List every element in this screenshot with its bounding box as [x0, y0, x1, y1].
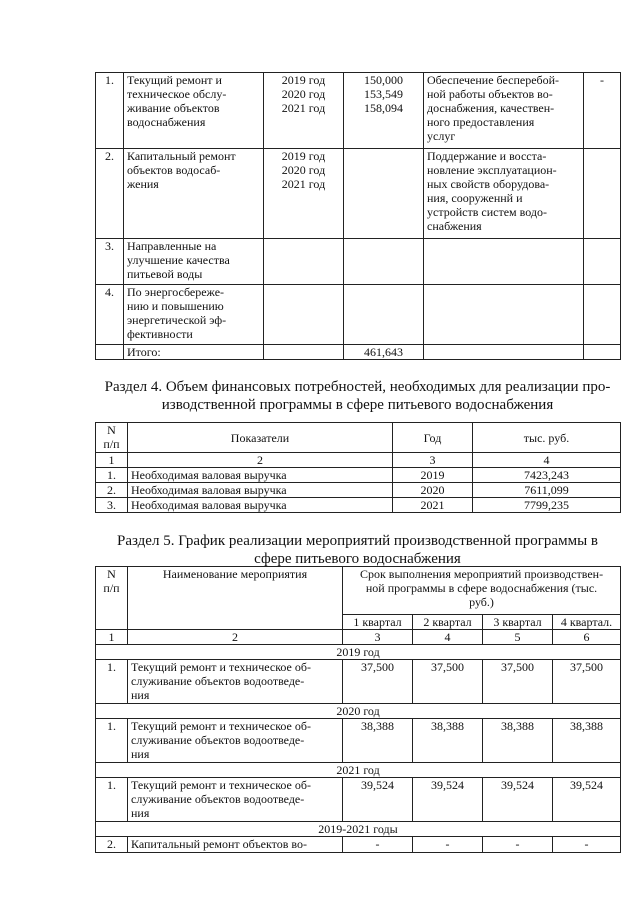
section-5-heading: Раздел 5. График реализации мероприятий производственной программы в сфере питьевого водоснабжения — [117, 533, 598, 567]
table-header-row — [96, 423, 621, 453]
year-group-label: 2020 год — [96, 704, 621, 719]
activity-purpose: Обеспечение бесперебой- ной работы объектов во- доснабжения, качествен- ного предоставления услуг — [424, 73, 584, 149]
index-cell: 4 — [413, 630, 483, 645]
index-cell: 2 — [128, 453, 393, 468]
row-number: 3. — [96, 498, 128, 513]
col-header-num: N п/п — [96, 423, 128, 453]
row-number: 1. — [96, 778, 128, 822]
col-header-name: Наименование мероприятия — [128, 567, 343, 630]
q2-value: 37,500 — [413, 660, 483, 704]
table-row — [96, 285, 621, 345]
activity-values — [344, 285, 424, 345]
table-row — [96, 837, 621, 853]
index-row — [96, 630, 621, 645]
activity-name: Текущий ремонт и техническое об- служивание объектов водоотведе- ния — [128, 719, 343, 763]
q3-value: 39,524 — [483, 778, 553, 822]
row-number: 3. — [96, 239, 124, 285]
q3-value: - — [483, 837, 553, 853]
table-row — [96, 719, 621, 763]
activity-extra — [584, 149, 621, 239]
col-header-period: Срок выполнения мероприятий производствен- ной программы в сфере водоснабжения (тыс. руб.) — [343, 567, 621, 615]
table-row — [96, 149, 621, 239]
col-header-num: N п/п — [96, 567, 128, 630]
amount-cell: 7799,235 — [473, 498, 621, 513]
activity-name: По энергосбереже- нию и повышению энергетической эф- фективности — [124, 285, 264, 345]
table-row — [96, 239, 621, 285]
total-label: Итого: — [124, 345, 264, 360]
year-cell: 2021 — [393, 498, 473, 513]
row-number: 2. — [96, 837, 128, 853]
q4-value: 38,388 — [553, 719, 621, 763]
activity-years — [264, 285, 344, 345]
index-cell: 3 — [393, 453, 473, 468]
year-cell: 2019 — [393, 468, 473, 483]
index-cell: 2 — [128, 630, 343, 645]
q3-value: 37,500 — [483, 660, 553, 704]
index-row — [96, 453, 621, 468]
index-cell: 5 — [483, 630, 553, 645]
activity-name: Текущий ремонт и техническое об- служивание объектов водоотведе- ния — [128, 778, 343, 822]
indicator-cell: Необходимая валовая выручка — [128, 498, 393, 513]
schedule-table — [95, 566, 621, 853]
index-cell: 1 — [96, 630, 128, 645]
activity-purpose — [424, 285, 584, 345]
year-cell: 2020 — [393, 483, 473, 498]
row-number: 4. — [96, 285, 124, 345]
q1-value: 38,388 — [343, 719, 413, 763]
activity-purpose — [424, 239, 584, 285]
q1-value: - — [343, 837, 413, 853]
total-row — [96, 345, 621, 360]
row-number: 2. — [96, 483, 128, 498]
activity-values — [344, 239, 424, 285]
activity-years: 2019 год 2020 год 2021 год — [264, 149, 344, 239]
q2-value: 38,388 — [413, 719, 483, 763]
indicator-cell: Необходимая валовая выручка — [128, 483, 393, 498]
activity-extra — [584, 285, 621, 345]
year-group-row — [96, 822, 621, 837]
table-row — [96, 498, 621, 513]
year-group-row — [96, 645, 621, 660]
activity-values — [344, 149, 424, 239]
col-header-year: Год — [393, 423, 473, 453]
row-number: 1. — [96, 73, 124, 149]
col-header-q4: 4 квартал. — [553, 615, 621, 630]
activity-name: Текущий ремонт и техническое об- служивание объектов водоотведе- ния — [128, 660, 343, 704]
activity-name: Текущий ремонт и техническое обслу- живание объектов водоснабжения — [124, 73, 264, 149]
q2-value: 39,524 — [413, 778, 483, 822]
table-row — [96, 483, 621, 498]
activity-extra — [584, 239, 621, 285]
activity-extra: - — [584, 73, 621, 149]
section-4-heading: Раздел 4. Объем финансовых потребностей, необходимых для реализации про- изводственной программы в сфере питьевого водоснабжения — [104, 379, 611, 413]
year-group-row — [96, 763, 621, 778]
col-header-q1: 1 квартал — [343, 615, 413, 630]
q1-value: 37,500 — [343, 660, 413, 704]
indicator-cell: Необходимая валовая выручка — [128, 468, 393, 483]
q4-value: - — [553, 837, 621, 853]
table-row — [96, 73, 621, 149]
activity-name: Капитальный ремонт объектов водосаб- жения — [124, 149, 264, 239]
index-cell: 6 — [553, 630, 621, 645]
table-header-row — [96, 567, 621, 615]
table-row — [96, 660, 621, 704]
activity-name: Капитальный ремонт объектов во- — [128, 837, 343, 853]
amount-cell: 7611,099 — [473, 483, 621, 498]
table-row — [96, 778, 621, 822]
activity-name: Направленные на улучшение качества питьевой воды — [124, 239, 264, 285]
activity-years: 2019 год 2020 год 2021 год — [264, 73, 344, 149]
row-number: 1. — [96, 468, 128, 483]
q4-value: 39,524 — [553, 778, 621, 822]
index-cell: 1 — [96, 453, 128, 468]
table-row — [96, 468, 621, 483]
index-cell: 3 — [343, 630, 413, 645]
row-number: 1. — [96, 719, 128, 763]
amount-cell: 7423,243 — [473, 468, 621, 483]
row-number: 2. — [96, 149, 124, 239]
activities-table — [95, 72, 621, 360]
total-value: 461,643 — [344, 345, 424, 360]
activity-values: 150,000 153,549 158,094 — [344, 73, 424, 149]
col-header-q3: 3 квартал — [483, 615, 553, 630]
q4-value: 37,500 — [553, 660, 621, 704]
activity-years — [264, 239, 344, 285]
q1-value: 39,524 — [343, 778, 413, 822]
row-number: 1. — [96, 660, 128, 704]
financial-needs-table — [95, 422, 621, 513]
q3-value: 38,388 — [483, 719, 553, 763]
col-header-amount: тыс. руб. — [473, 423, 621, 453]
col-header-q2: 2 квартал — [413, 615, 483, 630]
year-group-label: 2021 год — [96, 763, 621, 778]
year-group-row — [96, 704, 621, 719]
index-cell: 4 — [473, 453, 621, 468]
q2-value: - — [413, 837, 483, 853]
col-header-indicator: Показатели — [128, 423, 393, 453]
year-group-label: 2019-2021 годы — [96, 822, 621, 837]
activity-purpose: Поддержание и восста- новление эксплуатацион- ных свойств оборудова- ния, сооруженнй и устройств систем водо- снабжения — [424, 149, 584, 239]
year-group-label: 2019 год — [96, 645, 621, 660]
